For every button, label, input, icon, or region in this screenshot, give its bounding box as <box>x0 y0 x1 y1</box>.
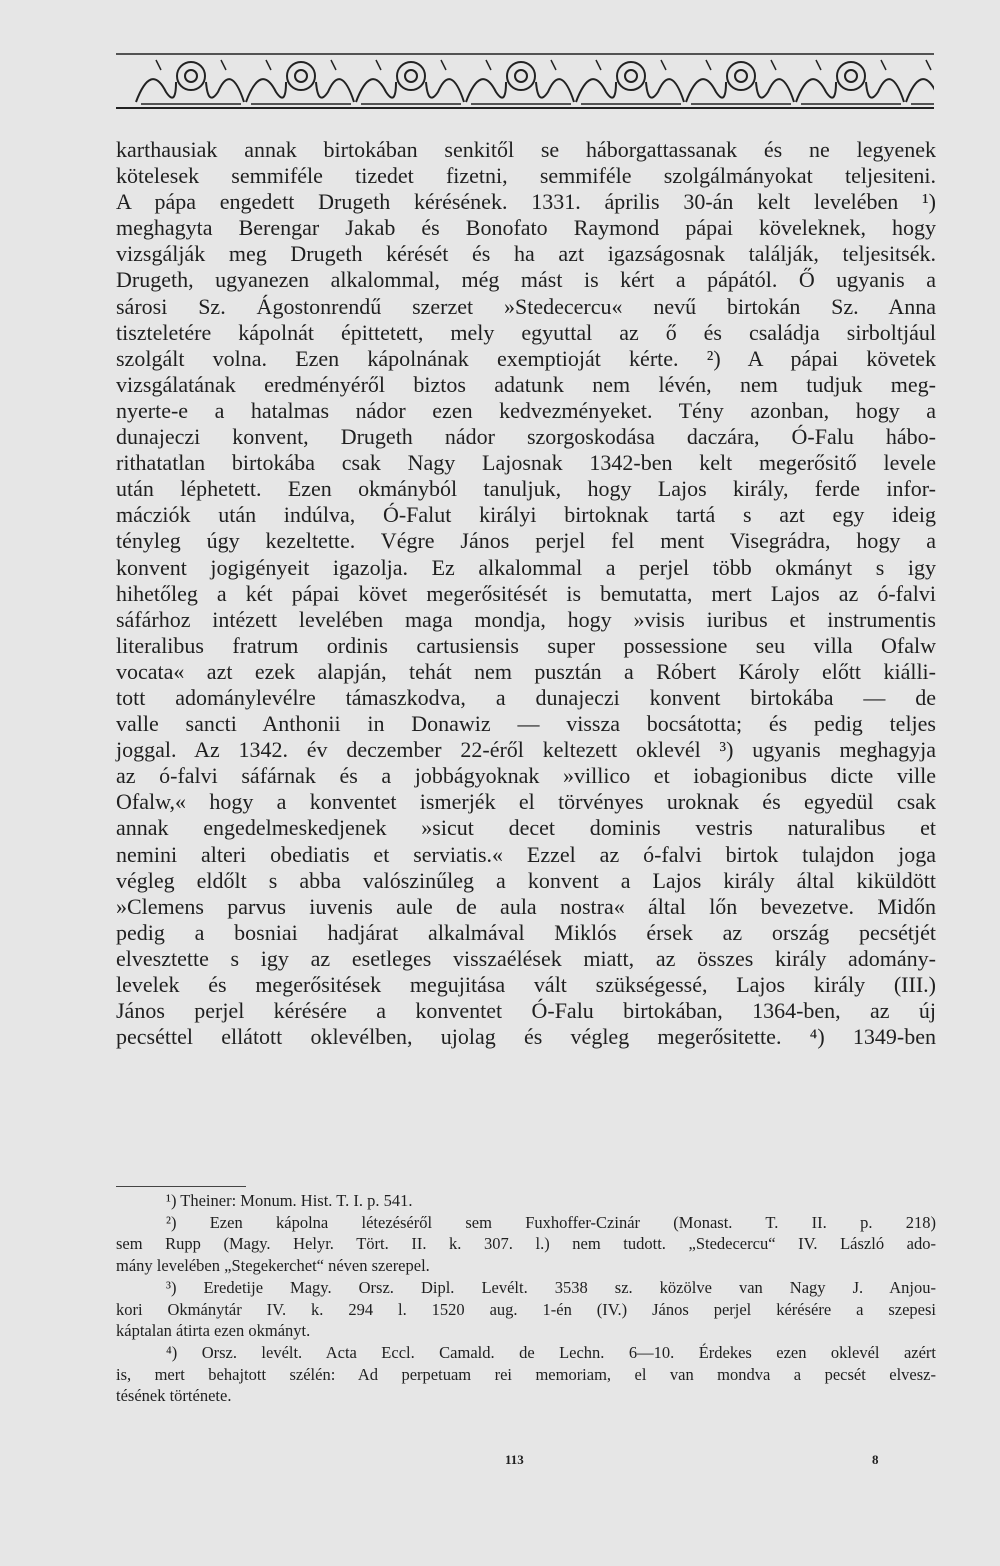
page-number: 113 <box>505 1452 524 1467</box>
text-line: mácziók után indúlva, Ó-Falut királyi birtoknak tartá s azt egy ideig <box>116 502 936 528</box>
footnote-line: kori Okmánytár IV. k. 294 l. 1520 aug. 1-én (IV.) János perjel kérésére a szepesi <box>116 1299 936 1319</box>
text-line: rithatatlan birtokába csak Nagy Lajosnak 1342-ben kelt megerősitő levele <box>116 450 936 476</box>
text-line: tényleg úgy kezeltette. Végre János perjel fel ment Visegrádra, hogy a <box>116 528 936 554</box>
text-line: elvesztette s igy az esetleges visszaélések miatt, az összes király adomány- <box>116 945 936 971</box>
footnote-line: káptalan átirta ezen okmányt. <box>116 1321 311 1341</box>
text-line: sáfárhoz intézett levelében maga mondja, hogy »visis iuribus et instrumentis <box>116 606 936 632</box>
footnote-line: tésének története. <box>116 1386 232 1406</box>
footnote-line: mány levelében „Stegekerchet“ néven szerepel. <box>116 1256 430 1276</box>
text-line: nemini alteri obediatis et serviatis.« Ezzel az ó-falvi birtok tulajdon joga <box>116 841 936 867</box>
text-line: vizsgálják meg Drugeth kérését és ha azt igazságosnak találják, teljesitsék. <box>116 241 936 267</box>
text-line: Ofalw,« hogy a konventet ismerjék el törvényes uroknak és egyedül csak <box>116 789 936 815</box>
text-line: tiszteletére kápolnát épittetett, mely egyuttal az ő és családja sirboltjául <box>116 319 936 345</box>
footnotes <box>116 1190 936 1407</box>
text-line: karthausiak annak birtokában senkitől se háborgattassanak és ne legyenek <box>116 137 936 162</box>
text-line: kötelesek semmiféle tizedet fizetni, semmiféle szolgálmányokat teljesiteni. <box>116 163 936 189</box>
signature-mark: 8 <box>872 1452 879 1467</box>
text-line: után léphetett. Ezen okmányból tanuljuk, hogy Lajos király, ferde infor- <box>116 476 936 502</box>
text-line: végleg eldőlt s abba valószinűleg a konvent a Lajos király által kiküldött <box>116 867 936 893</box>
text-line: tott adománylevélre támaszkodva, a dunajeczi konvent birtokába — de <box>116 684 936 710</box>
text-line: az ó-falvi sáfárnak és a jobbágyoknak »villico et iobagionibus dicte ville <box>116 763 936 789</box>
text-line: »Clemens parvus iuvenis aule de aula nostra« által lőn bevezetve. Midőn <box>116 893 936 919</box>
text-line: Drugeth, ugyanezen alkalommal, még mást is kért a pápától. Ő ugyanis a <box>116 267 936 293</box>
text-line: valle sancti Anthonii in Donawiz — vissza bocsátotta; és pedig teljes <box>116 711 936 737</box>
text-line: nyerte-e a hatalmas nádor ezen kedvezményeket. Tény azonban, hogy a <box>116 397 936 423</box>
text-line: konvent jogigényeit igazolja. Ez alkalommal a perjel több okmányt s igy <box>116 554 936 580</box>
footnote-line: sem Rupp (Magy. Helyr. Tört. II. k. 307. l.) nem tudott. „Stedecercu“ IV. László ado- <box>116 1234 936 1254</box>
text-line: levelek és megerősitések megujitása vált szükségessé, Lajos király (III.) <box>116 972 936 997</box>
text-line: annak engedelmeskedjenek »sicut decet dominis vestris naturalibus et <box>116 815 936 841</box>
footnote-line: is, mert behajtott szélén: Ad perpetuam rei memoriam, el van mondva a pecsét elvesz- <box>116 1364 936 1384</box>
main-text <box>116 137 936 1050</box>
text-line: A pápa engedett Drugeth kérésének. 1331. április 30-án kelt levelében ¹) <box>116 189 936 215</box>
footnote-line: ¹) Theiner: Monum. Hist. T. I. p. 541. <box>166 1191 413 1210</box>
text-line: dunajeczi konvent, Drugeth nádor szorgoskodása daczára, Ó-Falu hábo- <box>116 424 936 450</box>
text-line: szolgált volna. Ezen kápolnának exemptioját kérte. ²) A pápai követek <box>116 345 936 371</box>
footnote-line: ²) Ezen kápolna létezéséről sem Fuxhoffer-Czinár (Monast. T. II. p. 218) <box>166 1212 936 1232</box>
text-line: sárosi Sz. Ágostonrendű szerzet »Stedecercu« nevű birtokán Sz. Anna <box>116 293 936 319</box>
decorative-ornament-border <box>116 52 934 110</box>
text-line: meghagyta Berengar Jakab és Bonofato Raymond pápai köveleknek, hogy <box>116 215 936 241</box>
text-line: hihetőleg a két pápai követ megerősitését is bemutatta, mert Lajos az ó-falvi <box>116 580 936 606</box>
footnote-divider <box>116 1186 246 1187</box>
text-line: pecséttel ellátott oklevélben, ujolag és végleg megerősitette. ⁴) 1349-ben <box>116 1024 936 1050</box>
text-line: János perjel kérésére a konventet Ó-Falu birtokában, 1364-ben, az új <box>116 998 936 1024</box>
footnote-line: ⁴) Orsz. levélt. Acta Eccl. Camald. de Lechn. 6—10. Érdekes ezen oklevél azért <box>166 1342 936 1362</box>
text-line: vizsgálatának eredményéről biztos adatunk nem lévén, nem tudjuk meg- <box>116 371 936 397</box>
text-line: joggal. Az 1342. év deczember 22-éről keltezett oklevél ³) ugyanis meghagyja <box>116 737 936 763</box>
text-line: vocata« azt ezek alapján, tehát nem pusztán a Róbert Károly előtt kiálli- <box>116 658 936 684</box>
text-line: pedig a bosniai hadjárat alkalmával Miklós érsek az ország pecsétjét <box>116 919 936 945</box>
footnote-line: ³) Eredetije Magy. Orsz. Dipl. Levélt. 3538 sz. közölve van Nagy J. Anjou- <box>166 1277 936 1297</box>
text-line: literalibus fratrum ordinis cartusiensis super possessione seu villa Ofalw <box>116 632 936 658</box>
